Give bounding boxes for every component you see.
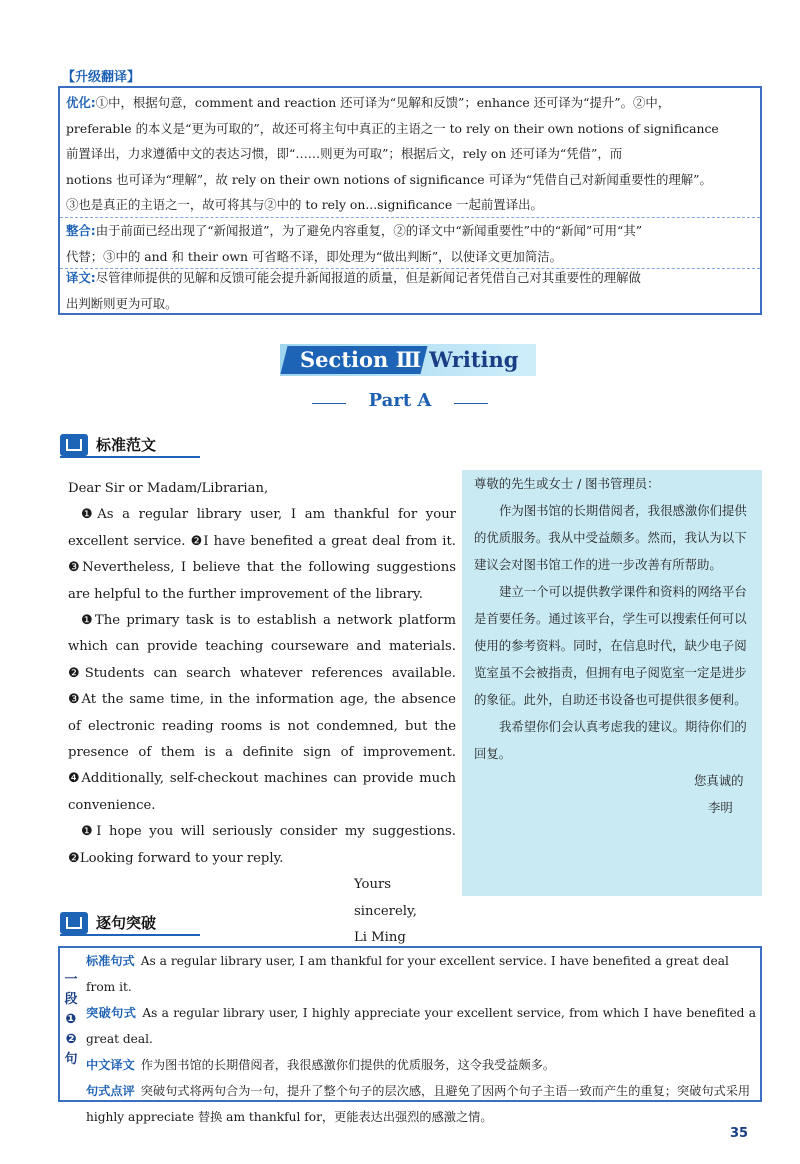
translation-paragraph-3: 我希望你们会认真考虑我的建议。期待你们的回复。 — [474, 719, 747, 761]
book-icon — [60, 912, 88, 934]
section-number: Section Ⅲ — [300, 347, 422, 372]
sentence-breakdown-box — [58, 946, 762, 1124]
translation-paragraph: 译文:尽管律师提供的见解和反馈可能会提升新闻报道的质量，但是新闻记者凭借自己对其重要性的理解做 出判断则更为可取。 — [66, 270, 641, 311]
integration-label: 整合: — [66, 223, 96, 238]
letter-paragraph-1: ❶As a regular library user, I am thankful for your excellent service. ❷I have benefited a great deal from it. ❸Nevertheless, I believe that the following suggestions are helpful to the further improvement of the library. — [68, 507, 456, 602]
translation-box — [462, 470, 762, 896]
standard-sentence-row: 标准句式 As a regular library user, I am thankful for your excellent service. I have benefited a great deal from it. — [86, 954, 729, 994]
section-title: Writing — [429, 347, 519, 372]
letter-paragraph-2: ❶The primary task is to establish a network platform which can provide teaching courseware and materials. ❷Students can search whatever references available. ❸At the same time, in the information age, the absence of electronic reading rooms is not condemned, but the presence of them is a definite sign of improvement. ❹Additionally, self-checkout machines can provide much convenience. — [68, 613, 456, 813]
translation-paragraph-2: 建立一个可以提供教学课件和资料的网络平台是首要任务。通过该平台，学生可以搜索任何可以使用的参考资料。同时，在信息时代，缺少电子阅览室虽不会被指责，但拥有电子阅览室一定是进步的象征。此外，自助还书设备也可提供很多便利。 — [474, 584, 747, 707]
upgrade-translation-tag: 【升级翻译】 — [62, 70, 141, 85]
chinese-translation-row: 中文译文 作为图书馆的长期借阅者，我很感激你们提供的优质服务，这令我受益颇多。 — [86, 1058, 556, 1072]
part-heading — [310, 390, 490, 411]
letter-paragraph-3: ❶I hope you will seriously consider my suggestions. ❷Looking forward to your reply. — [68, 824, 456, 866]
breakdown-heading: 逐句突破 — [60, 912, 260, 934]
integration-paragraph: 整合:由于前面已经出现了“新闻报道”，为了避免内容重复，②的译文中“新闻重要性”中的“新闻”可用“其” 代替；③中的 and 和 their own 可省略不译，即处理为“做出判断”，以使译文更加简洁。 — [66, 223, 643, 264]
translation-salutation: 尊敬的先生或女士 / 图书管理员： — [474, 476, 660, 491]
book-icon — [60, 434, 88, 456]
translation-paragraph-1: 作为图书馆的长期借阅者，我很感激你们提供的优质服务。我从中受益颇多。然而，我认为以下建议会对图书馆工作的进一步改善有所帮助。 — [474, 503, 747, 572]
optimization-paragraph: 优化:①中，根据句意，comment and reaction 还可译为“见解和反馈”；enhance 还可译为“提升”。②中， preferable 的本义是“更为可取的”，故还可将主句中真正的主语之一 to rely on their own notions of significance 前置译出，力求遵循中文的表达习惯，即“……则更为可取”；根据后文，rely on 还可译为“凭借”，而 notions 也可译为“理解”，故 rely on their own notions of significance 可译为“凭借自己对新闻重要性的理解”。 ③也是真正的主语之一，故可将其与②中的 to rely on...significance 一起前置译出。 — [66, 95, 719, 212]
letter-closing: Yours sincerely, — [354, 877, 417, 919]
optimization-label: 优化: — [66, 95, 96, 110]
translation-signature: 李明 — [708, 800, 733, 815]
sentence-comment-row: 句式点评 突破句式将两句合为一句，提升了整个句子的层次感，且避免了因两个句子主语一致而产生的重复；突破句式采用 highly appreciate 替换 am thankful for，更能表达出强烈的感激之情。 — [86, 1084, 751, 1124]
translation-closing: 您真诚的 — [694, 773, 744, 788]
paragraph-sentence-label: 一 段 ❶ ❷ 句 — [64, 972, 78, 1067]
part-title: Part A — [368, 390, 432, 411]
model-letter — [68, 476, 456, 951]
page-number: 35 — [730, 1126, 749, 1141]
translation-label: 译文: — [66, 270, 96, 285]
breakthrough-sentence-row: 突破句式 As a regular library user, I highly appreciate your excellent service, from which I have benefited a great deal. — [86, 1006, 757, 1046]
model-essay-heading: 标准范文 — [60, 434, 260, 456]
letter-signature: Li Ming — [354, 929, 406, 945]
upgrade-translation-box — [58, 86, 762, 315]
letter-salutation: Dear Sir or Madam/Librarian, — [68, 481, 269, 496]
section-banner — [280, 344, 536, 376]
